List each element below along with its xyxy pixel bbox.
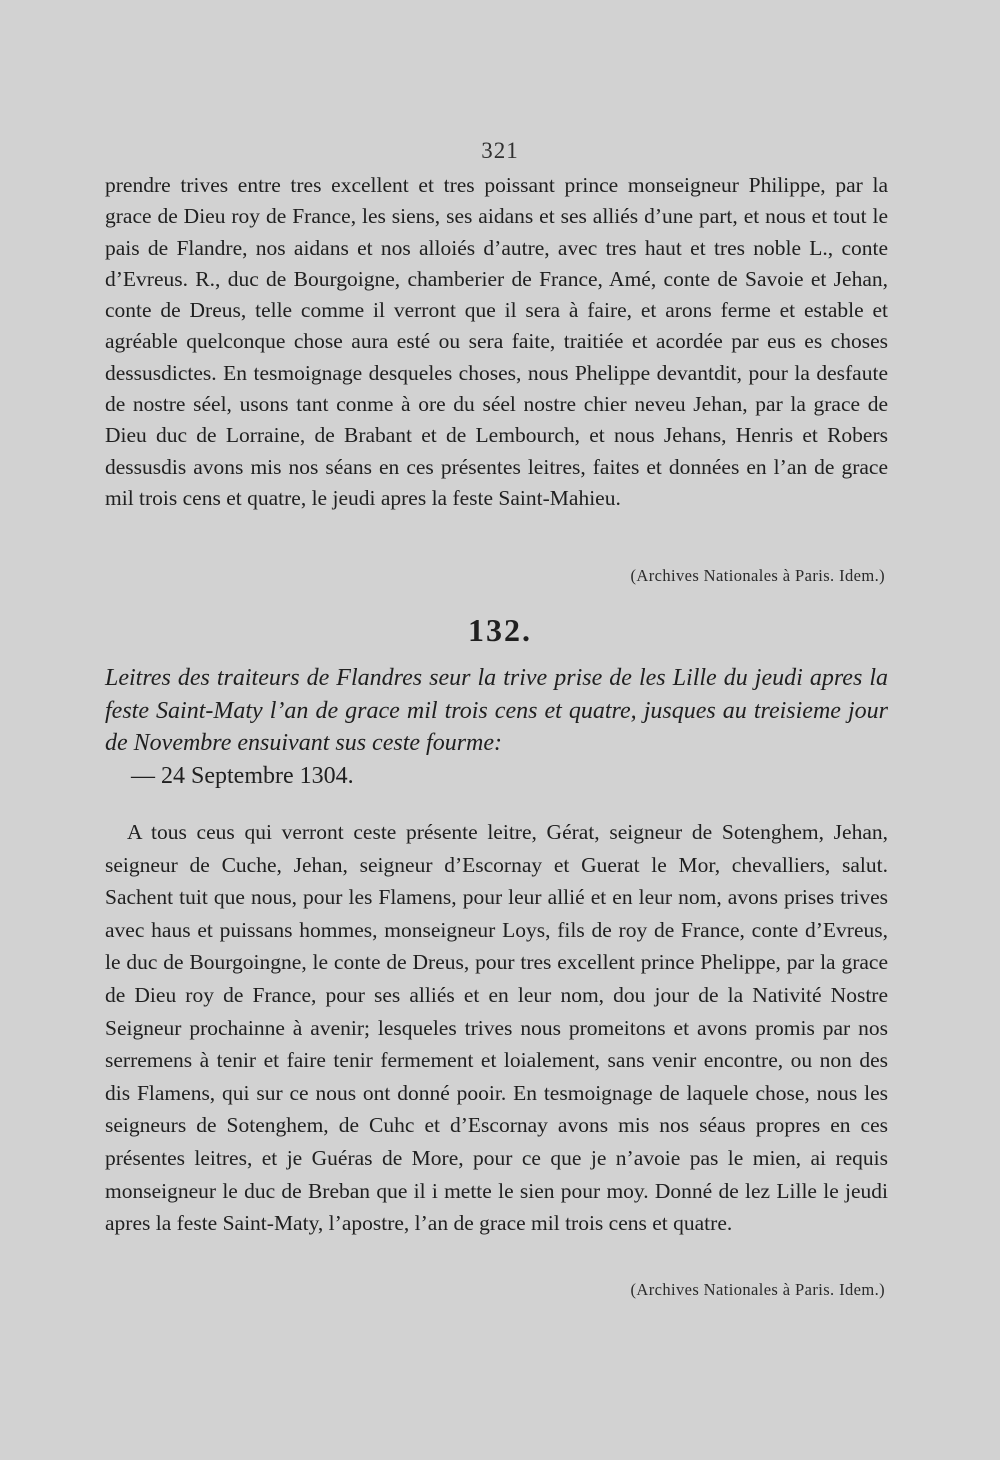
continued-charter-text: [105, 170, 888, 514]
document-date: — 24 Septembre 1304.: [131, 762, 354, 789]
charter-paragraph: prendre trives entre tres excellent et tres poissant prince monseigneur Philippe, par la grace de Dieu roy de France, les siens, ses aidans et ses alliés d’une part, et nous et tout le pais de Flandre, nos aidans et nos alloiés d’autre, avec tres haut et tres noble L., conte d’Evreus. R., duc de Bourgoigne, chamberier de France, Amé, conte de Savoie et Jehan, conte de Dreus, telle comme il verront que il sera à faire, et arons ferme et estable et agréable quelconque chose aura esté ou sera faite, traitiée et acordée par eus es choses dessusdictes. En tesmoignage desqueles choses, nous Phelippe devantdit, pour la desfaute de nostre séel, usons tant conme à ore du séel nostre chier neveu Jehan, par la grace de Dieu duc de Lorraine, de Brabant et de Lembourch, et nous Jehans, Henris et Robers dessusdis avons mis nos séans en ces présentes leitres, faites et données en l’an de grace mil trois cens et quatre, le jeudi apres la feste Saint-Mahieu.: [105, 173, 888, 510]
document-body-paragraph: A tous ceus qui verront ceste présente leitre, Gérat, seigneur de Sotenghem, Jehan, seigneur de Cuche, Jehan, seigneur d’Escornay et Guerat le Mor, chevalliers, salut. Sachent tuit que nous, pour les Flamens, pour leur allié et en leur nom, avons prises trives avec haus et puissans hommes, monseigneur Loys, fils de roy de France, conte d’Evreus, le duc de Bourgoingne, le conte de Dreus, pour tres excellent prince Phelippe, par la grace de Dieu roy de France, pour ses alliés et en leur nom, dou jour de la Nativité Nostre Seigneur prochainne à avenir; lesqueles trives nous promeitons et avons promis par nos serremens à tenir et faire tenir fermement et loialement, sans venir encontre, ou non des dis Flamens, qui sur ce nous ont donné pooir. En tesmoignage de laquele chose, nous les seigneurs de Sotenghem, de Cuhc et d’Escornay avons mis nos séaus propres en ces présentes leitres, et je Guéras de More, pour ce que je n’avoie pas le mien, ai requis monseigneur le duc de Breban que il i mette le sien pour moy. Donné de lez Lille le jeudi apres la feste Saint-Maty, l’apostre, l’an de grace mil trois cens et quatre.: [105, 820, 888, 1236]
archive-source-note-2: (Archives Nationales à Paris. Idem.): [630, 1280, 885, 1299]
document-body: [105, 816, 888, 1240]
document-number: 132.: [468, 612, 532, 648]
document-heading-text: Leitres des traiteurs de Flandres seur la trive prise de les Lille du jeudi apres la feste Saint-Maty l’an de grace mil trois cens et quatre, jusques au treisieme jour de Novembre ensuivant sus ceste fourme:: [105, 665, 888, 756]
document-heading: [105, 662, 888, 792]
page-number: 321: [481, 138, 519, 163]
archive-source-note: (Archives Nationales à Paris. Idem.): [630, 566, 885, 585]
